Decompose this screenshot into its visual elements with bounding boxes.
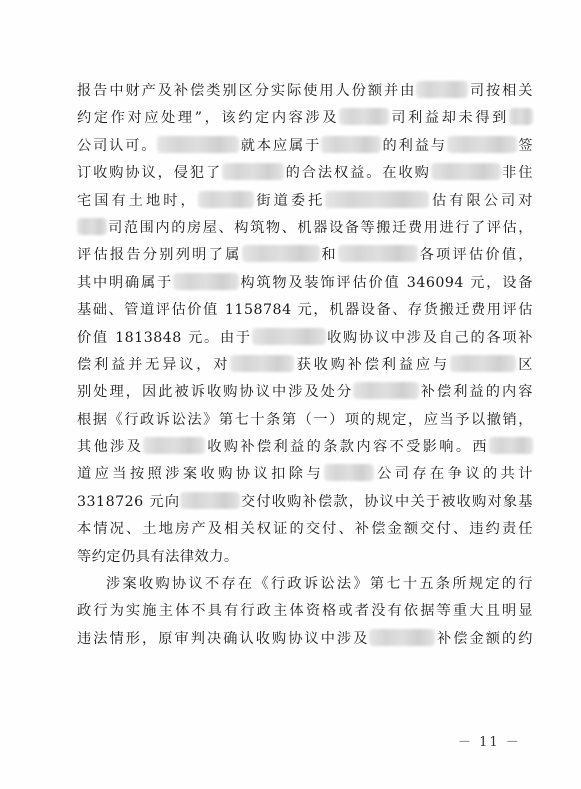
text-segment: 司范围内的房屋、构筑物、机器设备等搬迁费用进行了评估， <box>107 219 533 236</box>
text-segment: 和 <box>319 247 338 264</box>
text-line-10 <box>77 325 533 352</box>
text-segment: 报告中财产及补偿类别区分实际使用人份额并由 <box>77 83 417 99</box>
redaction-mark <box>325 191 429 208</box>
redaction-mark <box>450 355 516 372</box>
text-segment: 道应当按照涉案收购协议扣除与 <box>77 466 325 483</box>
text-segment: 司利益却未得到 <box>389 110 509 127</box>
text-line-21 <box>77 626 533 653</box>
redaction-mark <box>509 108 533 125</box>
text-segment: 交付收购补偿款，协议中关于被收购对象基 <box>240 493 533 510</box>
text-segment: 获收购补偿利益应与 <box>294 356 450 373</box>
redaction-mark <box>416 81 468 98</box>
text-segment: 估有限公司对 <box>429 192 533 209</box>
redaction-mark <box>180 492 240 509</box>
redaction-mark <box>242 245 320 262</box>
text-line-12 <box>77 379 533 406</box>
text-line-5 <box>77 188 533 215</box>
text-line-1 <box>77 78 533 105</box>
redaction-mark <box>173 273 239 290</box>
text-line-2 <box>77 105 533 132</box>
text-segment: 违法情形，原审判决确认收购协议中涉及 <box>77 630 370 647</box>
text-segment: 各项评估价值， <box>417 247 533 264</box>
redaction-mark <box>431 163 501 180</box>
text-line-16 <box>77 489 533 516</box>
redaction-mark <box>157 136 239 153</box>
text-line-4 <box>77 160 533 187</box>
text-segment: 偿利益并无异议，对 <box>77 356 231 373</box>
text-line-17: 本情况、土地房产及相关权证的交付、补偿金额交付、违约责任 <box>77 521 533 538</box>
text-segment: 其中明确属于 <box>77 274 174 291</box>
text-segment: 收购协议中涉及自己的各项补 <box>325 329 533 346</box>
text-line-19: 涉案收购协议不存在《行政诉讼法》第七十五条所规定的行 <box>106 576 533 593</box>
text-line-3 <box>77 133 533 160</box>
text-segment: 其他涉及 <box>77 439 144 456</box>
text-line-7 <box>77 242 533 269</box>
redaction-mark <box>324 464 374 481</box>
redaction-mark <box>230 355 294 372</box>
text-segment: 公司存在争议的共计 <box>374 466 533 483</box>
text-segment: 司按相关 <box>468 83 533 99</box>
text-segment: 订收购协议，侵犯了 <box>77 165 223 182</box>
text-segment: 签 <box>516 137 533 154</box>
text-segment: 公司认可。 <box>77 137 158 154</box>
text-segment: 3318726 元向 <box>77 493 181 510</box>
text-line-15 <box>77 461 533 488</box>
redaction-mark <box>143 437 205 454</box>
redaction-mark <box>447 136 517 153</box>
text-segment: 补偿利益的内容 <box>419 384 533 401</box>
text-segment: 区 <box>515 356 533 373</box>
redaction-mark <box>369 629 435 646</box>
text-line-18: 等约定仍具有法律效力。 <box>77 548 239 565</box>
redaction-mark <box>321 136 381 153</box>
text-segment: 街道委托 <box>253 192 326 209</box>
redaction-mark <box>77 218 107 235</box>
redaction-mark <box>353 382 419 399</box>
text-segment: 的利益与 <box>381 137 447 154</box>
text-segment: 宅国有土地时， <box>77 192 198 209</box>
redaction-mark <box>339 108 389 125</box>
redaction-mark <box>222 163 284 180</box>
text-line-14 <box>77 434 533 461</box>
text-line-6 <box>77 215 533 242</box>
text-line-20: 政行为实施主体不具有行政主体资格或者没有依据等重大且明显 <box>77 603 533 620</box>
redaction-mark <box>489 437 533 454</box>
text-segment: 的合法权益。在收购 <box>284 165 431 182</box>
text-segment: 评估报告分别列明了属 <box>77 247 242 264</box>
text-line-8 <box>77 270 533 297</box>
text-segment: 补偿金额的约 <box>435 630 533 647</box>
text-segment: 价值 1813848 元。由于 <box>77 329 252 346</box>
redaction-mark <box>198 191 254 208</box>
redaction-mark <box>252 328 326 345</box>
text-segment: 构筑物及装饰评估价值 346094 元，设备 <box>239 274 533 291</box>
page-number: － 11 － <box>458 735 521 750</box>
text-segment: 收购补偿利益的条款内容不受影响。西 <box>205 439 489 456</box>
text-segment: 非住 <box>500 165 533 182</box>
document-body <box>77 78 533 653</box>
text-line-11 <box>77 352 533 379</box>
text-segment: 别处理，因此被诉收购协议中涉及处分 <box>77 384 354 401</box>
text-line-9: 基础、管道评估价值 1158784 元，机器设备、存货搬迁费用评估 <box>77 302 533 319</box>
text-segment: 约定作对应处理”，该约定内容涉及 <box>77 110 340 127</box>
text-segment: 就本应属于 <box>239 137 322 154</box>
text-line-13: 根据《行政诉讼法》第七十条第（一）项的规定，应当予以撤销， <box>77 411 533 428</box>
redaction-mark <box>338 245 418 262</box>
